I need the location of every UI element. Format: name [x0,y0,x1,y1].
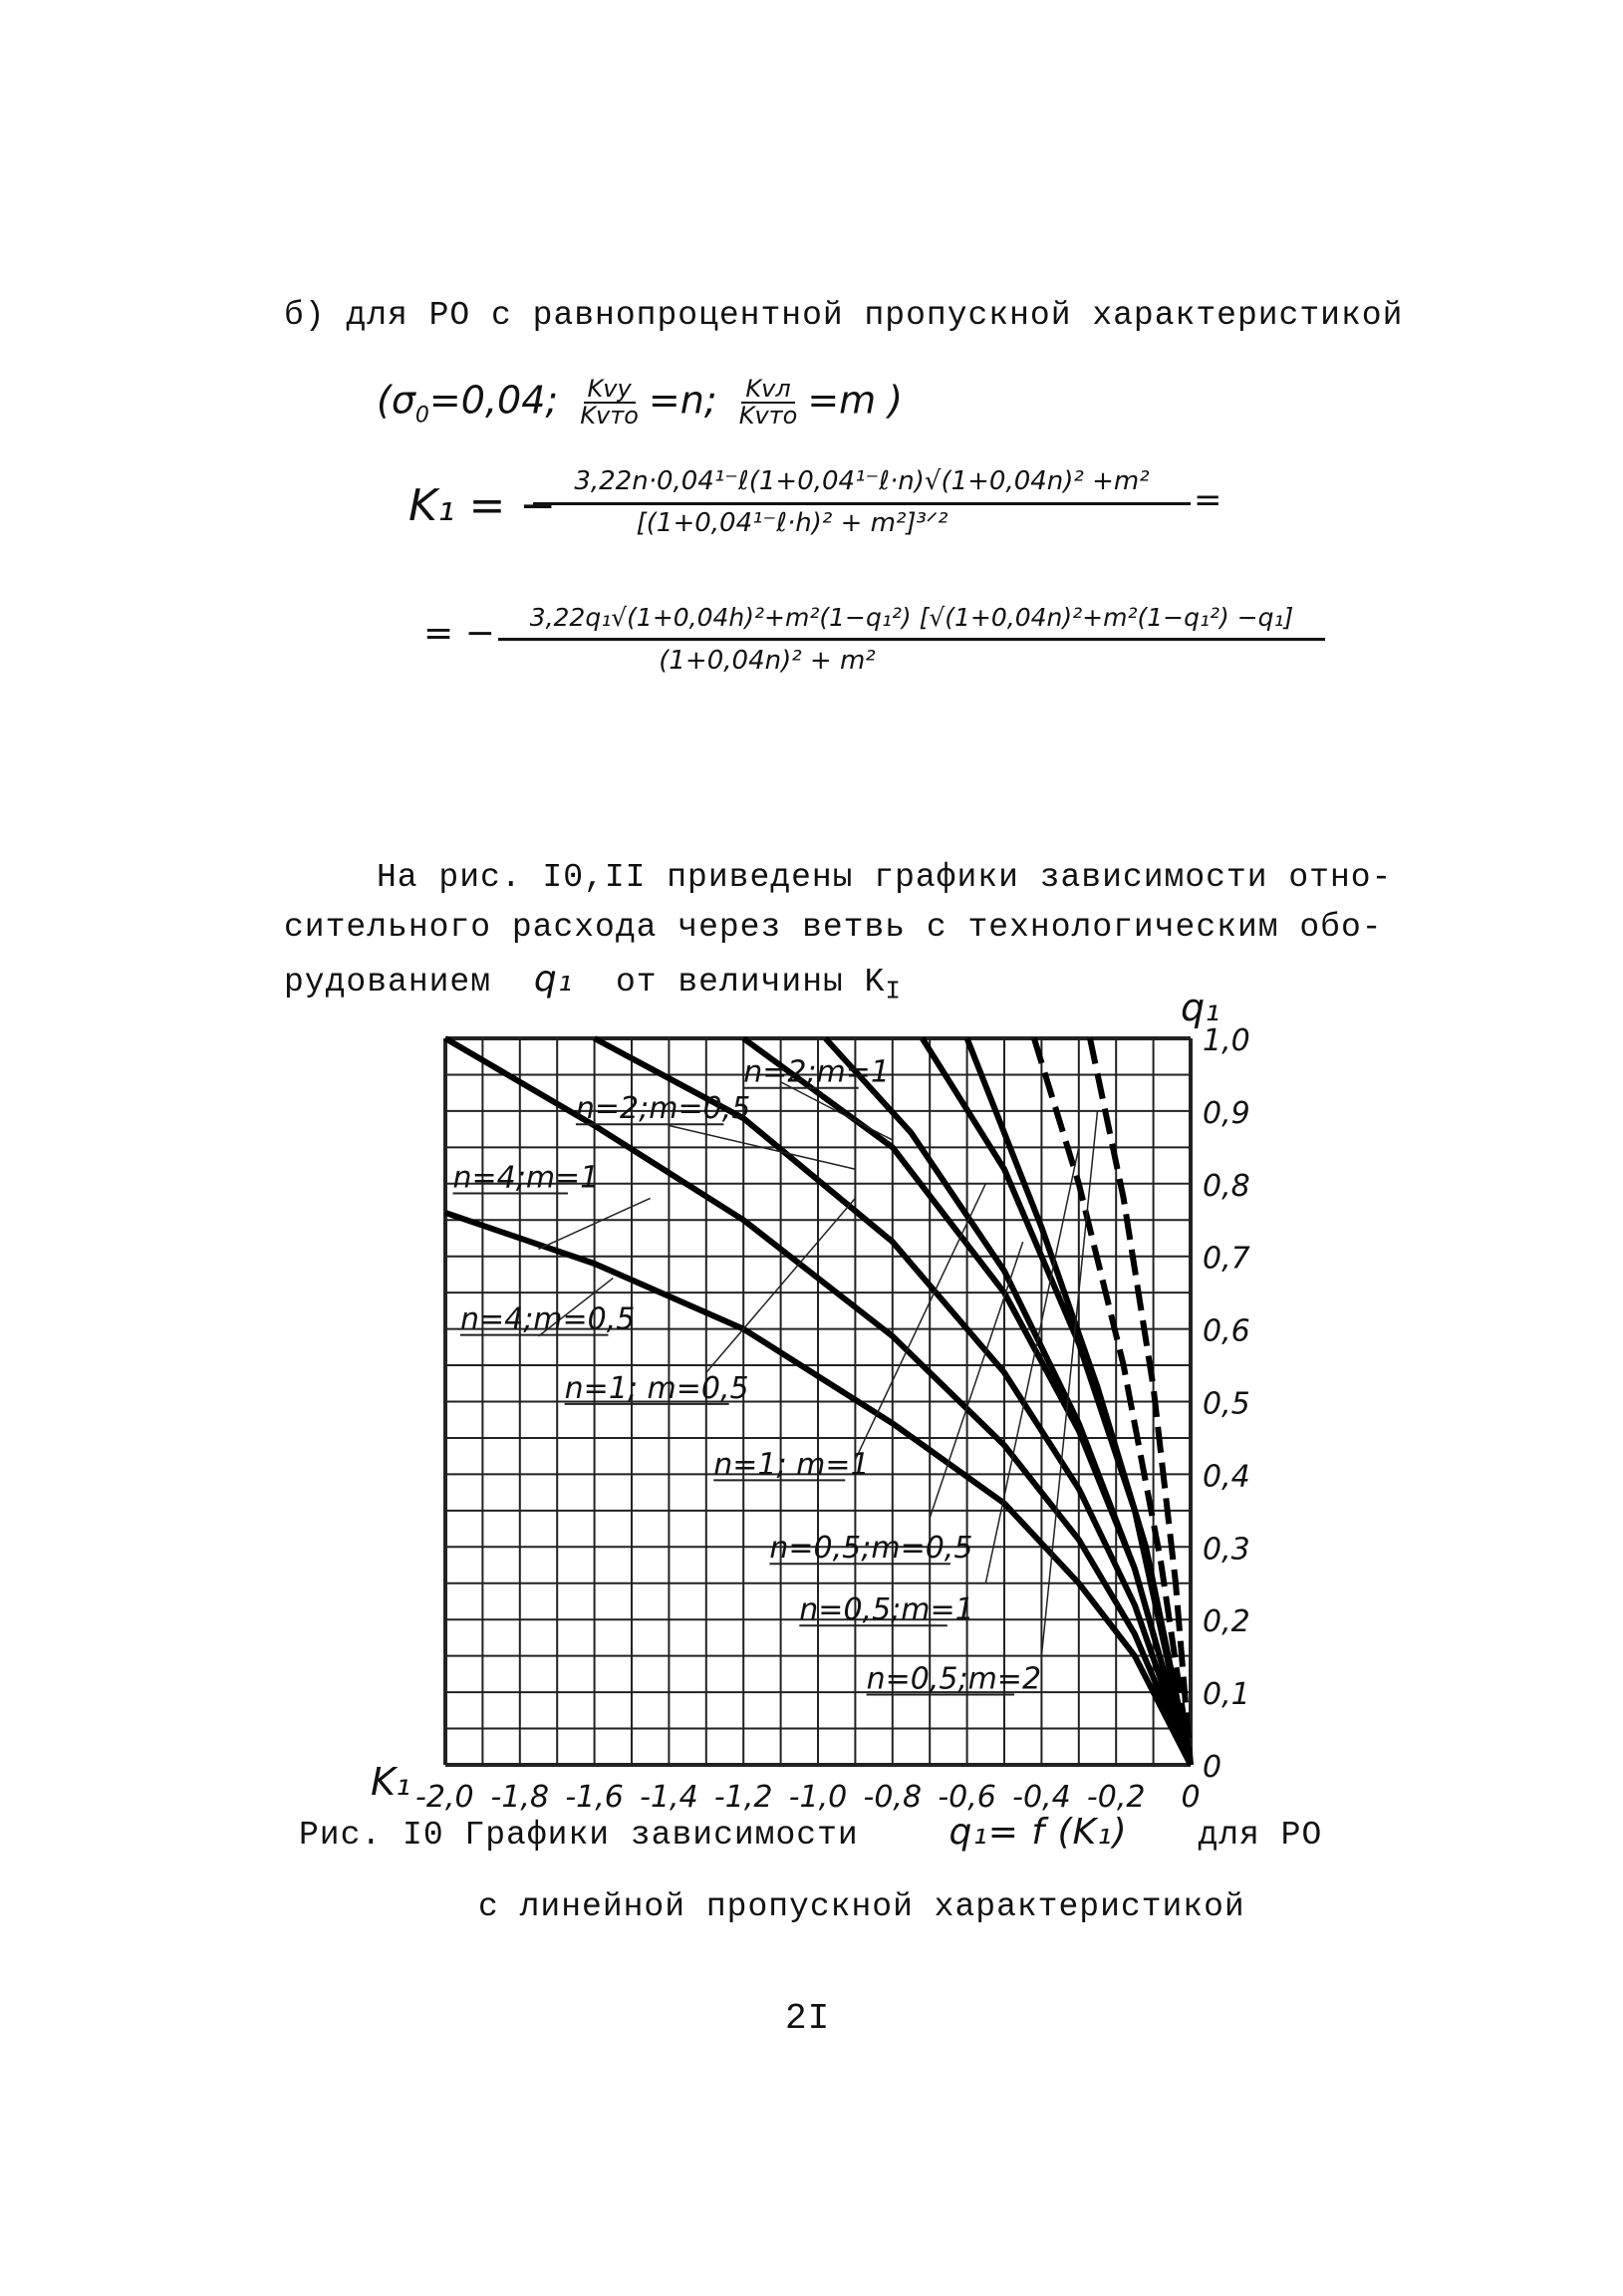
chart-annotations [452,1055,1041,1697]
curve-label-4: n=4;m=0,5 [459,1301,636,1337]
paragraph-line-3: рудованием q₁ от величины $K_I$ [284,959,903,1006]
x-tick-label: -0,6 [938,1780,996,1815]
curve-label-8: n=0,5;m=1 [799,1592,974,1628]
caption-formula: q₁= f (K₁) [948,1812,1128,1853]
caption-line-2: с линейной пропускной характеристикой [478,1888,1245,1925]
k1-second-denominator: (1+0,04n)² + m² [659,646,876,676]
q1-symbol: q₁ [533,959,574,1000]
k1-denominator: [(1+0,04¹⁻ℓ·h)² + m²]³ᐟ² [636,508,948,538]
x-tick-label: -1,0 [788,1780,848,1815]
x-tick-label: -1,2 [713,1780,773,1815]
k1-second-numerator: 3,22q₁√(1+0,04h)²+m²(1−q₁²) [√(1+0,04n)²+m²(1−q₁²) −q₁] [529,603,1294,632]
y-tick-label: 0,5 [1203,1386,1250,1422]
y-tick-label: 0,4 [1203,1459,1250,1495]
axis-labels [371,986,1222,1804]
curve-label-3: n=4;m=1 [452,1160,600,1196]
y-tick-labels [1203,1023,1250,1785]
x-tick-label: -1,8 [490,1780,550,1815]
y-tick-label: 0,8 [1203,1168,1250,1204]
k1-trailing-equals: = [1194,480,1222,520]
k1-second-lhs: = − [423,613,495,654]
x-tick-label: 0 [1181,1780,1201,1815]
x-tick-label: -0,8 [863,1780,923,1815]
x-axis-label: K₁ [371,1760,411,1804]
y-tick-label: 1,0 [1203,1023,1250,1058]
curve-label-7: n=0,5;m=0,5 [769,1531,973,1567]
paragraph-line-1: На рис. I0,II приведены графики зависимости отно- [377,859,1393,896]
x-tick-label: -2,0 [415,1780,474,1815]
k1-lhs: K₁ = − [408,480,557,531]
k1-numerator: 3,22n·0,04¹⁻ℓ(1+0,04¹⁻ℓ·n)√(1+0,04n)² +m² [574,466,1150,496]
y-tick-label: 0,3 [1203,1532,1250,1568]
y-axis-label: q₁ [1181,986,1220,1029]
formula-params: ($\sigma_0=0,04$; $\frac{\text{Kvy}}{\text{Kvто}}$ =n; $\frac{\text{Kvл}}{\text{Kvто}}$ =m ) [377,375,904,430]
curve-label-9: n=0,5;m=2 [866,1661,1042,1697]
y-tick-label: 0,6 [1203,1313,1250,1349]
x-tick-label: -1,6 [565,1780,624,1815]
curve-label-6: n=1; m=1 [713,1447,870,1483]
section-heading: б) для РО с равнопроцентной пропускной характеристикой [284,297,1404,334]
y-tick-label: 0,9 [1203,1095,1250,1131]
curve-label-2: n=2;m=0,5 [575,1091,751,1127]
y-tick-label: 0,1 [1203,1677,1250,1713]
y-tick-label: 0 [1203,1750,1222,1785]
x-tick-label: -1,4 [640,1780,698,1815]
curve-label-1: n=2;m=1 [743,1054,890,1090]
paragraph-line-2: сительного расхода через ветвь с технологическим обо- [284,909,1383,946]
x-tick-label: -0,2 [1086,1780,1146,1815]
caption-line-1: Рис. I0 Графики зависимости q₁= f (K₁) для РО [299,1812,1323,1854]
page-number: 2I [785,1998,831,2039]
curve-label-5: n=1; m=0,5 [564,1370,749,1406]
x-tick-label: -0,4 [1012,1780,1071,1815]
x-tick-labels [415,1780,1201,1815]
y-tick-label: 0,2 [1203,1604,1250,1640]
y-tick-label: 0,7 [1203,1241,1250,1277]
